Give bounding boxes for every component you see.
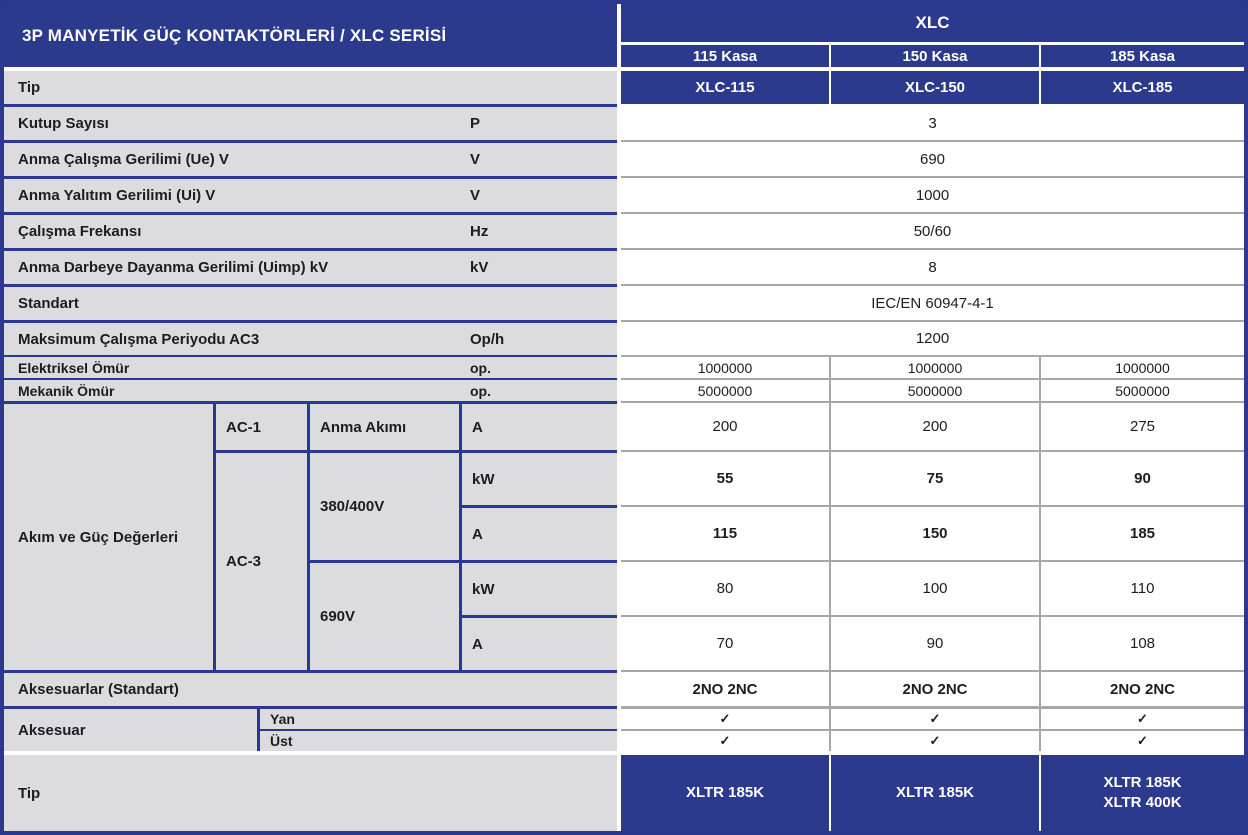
row-unit: kV <box>470 259 489 276</box>
row-label: Anma Çalışma Gerilimi (Ue) V <box>18 151 229 168</box>
voltage-group-380-400 <box>310 453 617 560</box>
row-label: Kutup Sayısı <box>18 115 109 132</box>
value-cell: 1200 <box>915 330 950 347</box>
column-header-150-kasa: 150 Kasa <box>829 45 1039 67</box>
row-unit: op. <box>470 359 491 376</box>
class-label-ac3: AC-3 <box>216 453 307 670</box>
row-unit: op. <box>470 382 491 399</box>
row-maksimum-calisma-periyodu <box>4 320 617 355</box>
value-cell: 150 <box>829 507 1039 560</box>
voltage-units <box>459 563 617 670</box>
column-header-185-kasa: 185 Kasa <box>1039 45 1244 67</box>
value-row-kutup <box>621 104 1244 140</box>
value-cell: 115 <box>712 525 738 542</box>
row-bottom-tip: Tip <box>4 751 617 831</box>
row-unit: Hz <box>470 223 489 240</box>
value-row-690-a <box>621 615 1244 670</box>
row-label: Maksimum Çalışma Periyodu AC3 <box>18 330 260 348</box>
accessory-subrows <box>257 709 617 751</box>
value-cell: 5000000 <box>697 382 753 399</box>
series-header: XLC <box>621 4 1244 42</box>
value-cell: 5000000 <box>829 380 1039 401</box>
class-label-ac1: AC-1 <box>216 404 307 450</box>
value-row-690-kw <box>621 560 1244 615</box>
value-cell: IEC/EN 60947-4-1 <box>871 294 994 312</box>
value-row-standart <box>621 284 1244 320</box>
unit-kw: kW <box>462 453 617 505</box>
power-section-grid <box>213 404 617 670</box>
accessory-model: XLTR 400K <box>1103 794 1182 811</box>
value-cell: 690 <box>919 150 946 168</box>
row-label: Çalışma Frekansı <box>18 223 142 240</box>
value-row-380-kw <box>621 450 1244 505</box>
accessory-subrow-ust: Üst <box>260 729 617 751</box>
row-label: Mekanik Ömür <box>18 382 115 399</box>
row-kutup-sayisi <box>4 104 617 140</box>
value-cell: 5000000 <box>1039 380 1244 401</box>
bottom-tip-cell-150 <box>829 755 1039 831</box>
accessory-model: XLTR 185K <box>1103 773 1182 791</box>
row-label-tip: Tip <box>18 79 41 96</box>
row-unit: V <box>470 187 481 204</box>
row-unit: V <box>470 151 481 168</box>
row-label: Aksesuarlar (Standart) <box>18 681 179 698</box>
row-label: Anma Darbeye Dayanma Gerilimi (Uimp) kV <box>18 259 329 276</box>
value-row-ui <box>621 176 1244 212</box>
power-row-ac1 <box>216 404 617 450</box>
value-cell: 2NO 2NC <box>829 672 1039 706</box>
value-cell: 200 <box>829 403 1039 450</box>
checkmark-icon: ✓ <box>719 711 731 726</box>
voltage-group-690 <box>310 560 617 670</box>
value-cell: 80 <box>716 580 734 597</box>
column-header-115-kasa: 115 Kasa <box>692 47 758 65</box>
value-cell: 1000 <box>915 186 950 204</box>
value-cell: 70 <box>716 635 734 652</box>
row-aksesuarlar-standart <box>4 670 617 706</box>
value-cell: 90 <box>1039 452 1244 505</box>
row-anma-yalitim-gerilimi <box>4 176 617 212</box>
voltage-units <box>459 453 617 560</box>
checkmark-icon: ✓ <box>1039 731 1244 751</box>
right-section <box>621 4 1244 831</box>
table-title: 3P MANYETİK GÜÇ KONTAKTÖRLERİ / XLC SERİSİ <box>4 4 617 67</box>
value-cell: 50/60 <box>913 222 952 240</box>
value-cell: 8 <box>928 258 937 276</box>
value-row-periyot <box>621 320 1244 355</box>
checkmark-icon: ✓ <box>829 709 1039 729</box>
accessory-model: XLTR 185K <box>685 783 765 801</box>
ac1-unit: A <box>459 404 617 450</box>
left-section <box>4 4 617 831</box>
row-standart <box>4 284 617 320</box>
value-row-380-a <box>621 505 1244 560</box>
checkmark-icon: ✓ <box>1039 709 1244 729</box>
row-label: Standart <box>18 295 79 312</box>
ac1-name: Anma Akımı <box>307 404 459 450</box>
bottom-tip-cell-185 <box>1039 755 1244 831</box>
model-row <box>621 67 1244 104</box>
bottom-tip-cell-115 <box>621 755 829 831</box>
value-cell: 108 <box>1039 617 1244 670</box>
value-cell: 90 <box>829 617 1039 670</box>
value-cell: 55 <box>716 470 734 487</box>
value-row-frekans <box>621 212 1244 248</box>
value-row-aksesuar-yan <box>621 706 1244 729</box>
power-section-label: Akım ve Güç Değerleri <box>4 404 213 670</box>
checkmark-icon: ✓ <box>829 731 1039 751</box>
bottom-tip-row <box>621 751 1244 831</box>
accessory-model: XLTR 185K <box>895 783 975 801</box>
model-xlc-150: XLC-150 <box>829 71 1039 104</box>
value-cell: 1000000 <box>829 357 1039 378</box>
value-cell: 100 <box>829 562 1039 615</box>
value-row-uimp <box>621 248 1244 284</box>
value-cell: 275 <box>1039 403 1244 450</box>
row-unit: P <box>470 115 481 132</box>
value-cell: 185 <box>1039 507 1244 560</box>
power-section <box>4 401 617 670</box>
model-xlc-115: XLC-115 <box>695 79 755 96</box>
value-row-ac1-a <box>621 401 1244 450</box>
value-row-accessories-standart <box>621 670 1244 706</box>
accessory-block <box>4 706 617 751</box>
row-mekanik-omur <box>4 378 617 401</box>
ac3-groups <box>307 453 617 670</box>
frame-size-header-row <box>621 42 1244 67</box>
accessory-subrow-yan: Yan <box>260 709 617 729</box>
unit-kw: kW <box>462 563 617 615</box>
value-row-elektriksel-omur <box>621 355 1244 378</box>
value-cell: 1000000 <box>1039 357 1244 378</box>
model-xlc-185: XLC-185 <box>1039 71 1244 104</box>
row-anma-calisma-gerilimi <box>4 140 617 176</box>
voltage-label: 690V <box>310 563 459 670</box>
value-row-aksesuar-ust <box>621 729 1244 751</box>
unit-a: A <box>462 505 617 560</box>
row-elektriksel-omur <box>4 355 617 378</box>
row-label: Elektriksel Ömür <box>18 359 130 376</box>
row-label: Anma Yalıtım Gerilimi (Ui) V <box>18 187 216 204</box>
row-tip <box>4 67 617 104</box>
value-cell: 200 <box>712 418 738 435</box>
row-unit: Op/h <box>470 330 505 348</box>
unit-a: A <box>462 615 617 670</box>
row-anma-darbeye-dayanma <box>4 248 617 284</box>
value-cell: 2NO 2NC <box>692 680 758 698</box>
voltage-label: 380/400V <box>310 453 459 560</box>
value-row-mekanik-omur <box>621 378 1244 401</box>
power-block-ac3 <box>216 450 617 670</box>
value-cell: 1000000 <box>697 359 753 376</box>
checkmark-icon: ✓ <box>719 733 731 748</box>
value-cell: 3 <box>928 115 937 132</box>
row-calisma-frekansi <box>4 212 617 248</box>
value-row-ue <box>621 140 1244 176</box>
value-cell: 75 <box>829 452 1039 505</box>
value-cell: 2NO 2NC <box>1039 672 1244 706</box>
accessory-label: Aksesuar <box>4 709 257 751</box>
value-cell: 110 <box>1039 562 1244 615</box>
